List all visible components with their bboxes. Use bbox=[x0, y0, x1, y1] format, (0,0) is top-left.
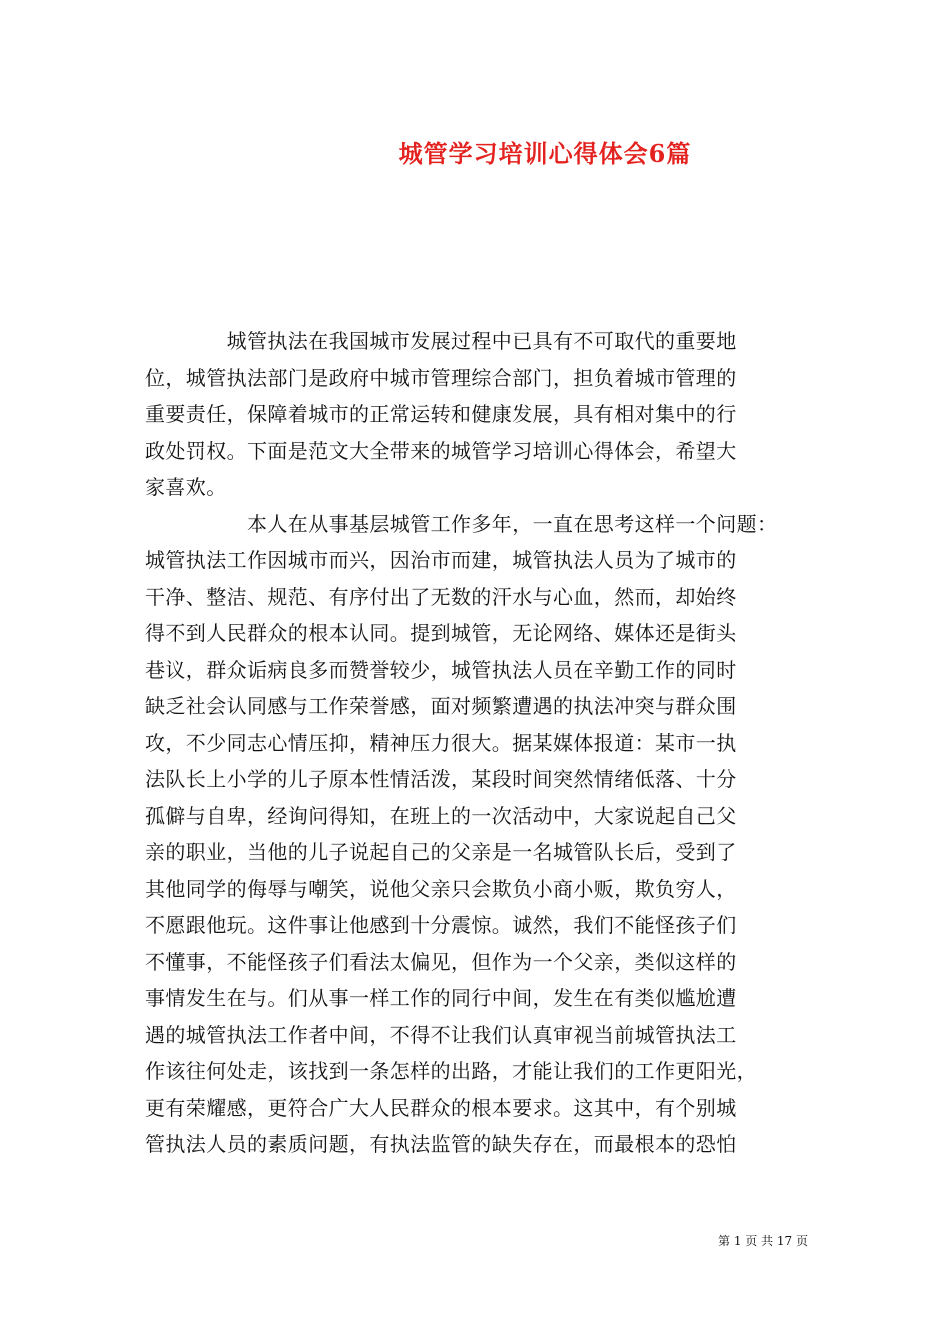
body-line: 遇的城管执法工作者中间，不得不让我们认真审视当前城管执法工 bbox=[145, 1022, 737, 1047]
body-line: 家喜欢。 bbox=[145, 475, 227, 499]
body-line: 巷议，群众诟病良多而赞誉较少，城管执法人员在辛勤工作的同时 bbox=[145, 657, 737, 682]
body-line: 事情发生在与。们从事一样工作的同行中间，发生在有类似尴尬遭 bbox=[145, 986, 737, 1010]
body-line: 干净、整洁、规范、有序付出了无数的汗水与心血，然而，却始终 bbox=[145, 584, 737, 609]
body-line: 其他同学的侮辱与嘲笑，说他父亲只会欺负小商小贩，欺负穷人， bbox=[145, 876, 737, 901]
body-line: 本人在从事基层城管工作多年，一直在思考这样一个问题： bbox=[145, 511, 778, 536]
document-body bbox=[145, 323, 810, 1163]
body-line: 得不到人民群众的根本认同。提到城管，无论网络、媒体还是街头 bbox=[145, 621, 737, 645]
body-line: 亲的职业，当他的儿子说起自己的父亲是一名城管队长后，受到了 bbox=[145, 840, 737, 864]
body-line: 管执法人员的素质问题，有执法监管的缺失存在，而最根本的恐怕 bbox=[145, 1132, 737, 1156]
body-line: 作该往何处走，该找到一条怎样的出路，才能让我们的工作更阳光， bbox=[145, 1059, 757, 1083]
body-line: 缺乏社会认同感与工作荣誉感，面对频繁遭遇的执法冲突与群众围 bbox=[145, 694, 737, 718]
body-line: 孤僻与自卑，经询问得知，在班上的一次活动中，大家说起自己父 bbox=[145, 803, 737, 828]
body-line: 重要责任，保障着城市的正常运转和健康发展，具有相对集中的行 bbox=[145, 402, 737, 426]
body-line: 攻，不少同志心情压抑，精神压力很大。据某媒体报道：某市一执 bbox=[145, 730, 737, 755]
body-line: 不懂事，不能怪孩子们看法太偏见，但作为一个父亲，类似这样的 bbox=[145, 949, 737, 974]
document-title: 城管学习培训心得体会6篇 bbox=[398, 139, 692, 168]
body-line: 政处罚权。下面是范文大全带来的城管学习培训心得体会，希望大 bbox=[145, 438, 737, 463]
body-line: 城管执法工作因城市而兴，因治市而建，城管执法人员为了城市的 bbox=[145, 548, 737, 572]
body-line: 法队长上小学的儿子原本性情活泼，某段时间突然情绪低落、十分 bbox=[145, 767, 737, 791]
body-line: 城管执法在我国城市发展过程中已具有不可取代的重要地 bbox=[145, 329, 737, 353]
body-line: 更有荣耀感，更符合广大人民群众的根本要求。这其中，有个别城 bbox=[145, 1095, 737, 1120]
body-line: 不愿跟他玩。这件事让他感到十分震惊。诚然，我们不能怪孩子们 bbox=[145, 913, 737, 937]
page-footer: 第 1 页 共 17 页 bbox=[718, 1234, 808, 1248]
body-line: 位，城管执法部门是政府中城市管理综合部门，担负着城市管理的 bbox=[145, 365, 737, 390]
